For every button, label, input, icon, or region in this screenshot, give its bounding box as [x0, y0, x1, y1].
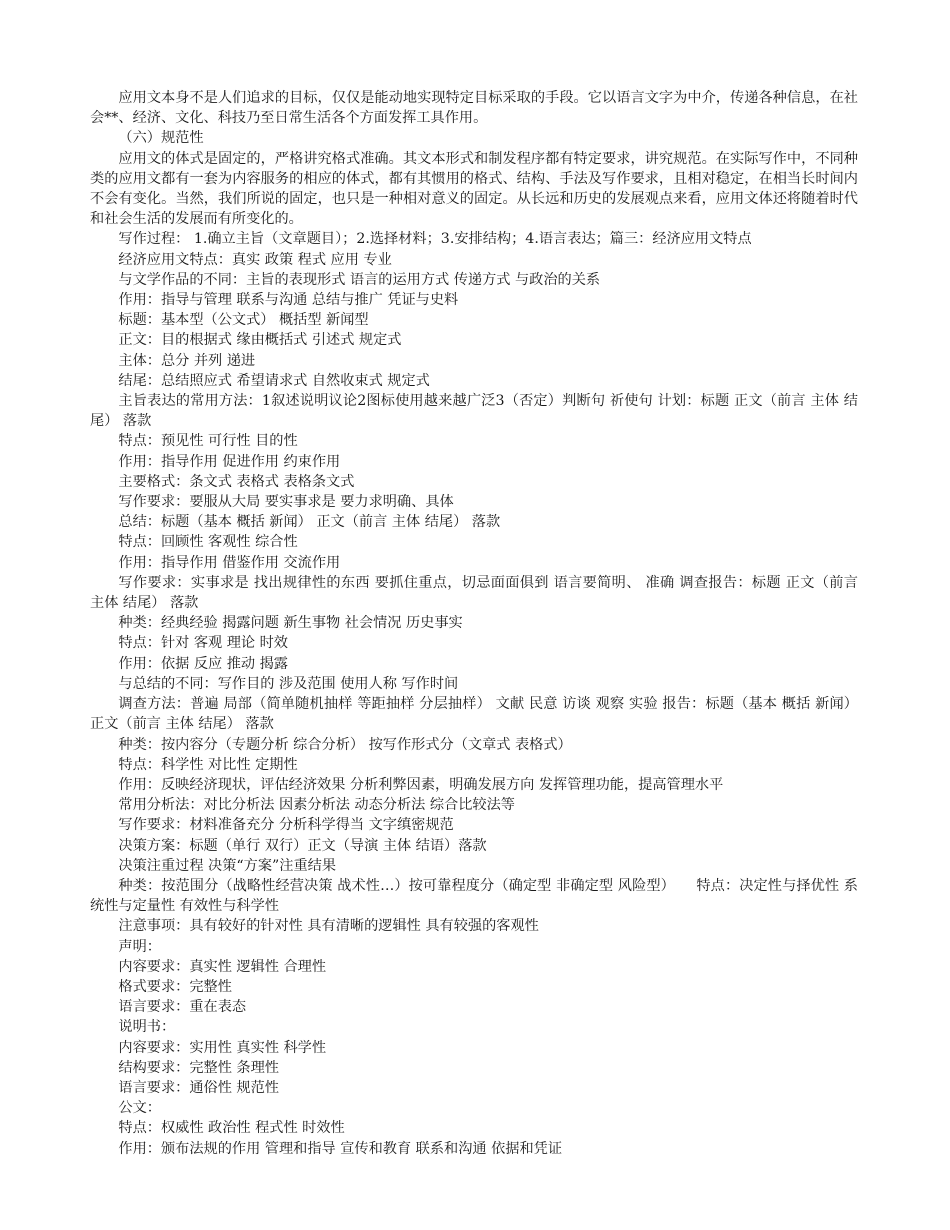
- list-item: 总结：标题（基本 概括 新闻） 正文（前言 主体 结尾） 落款: [118, 514, 501, 531]
- list-item: 特点：科学性 对比性 定期性: [118, 756, 298, 773]
- list-item: 与总结的不同：写作目的 涉及范围 使用人称 写作时间: [118, 675, 459, 692]
- list-item: 写作要求：要服从大局 要实事求是 要力求明确、具体: [118, 494, 454, 511]
- paragraph: 应用文的体式是固定的，严格讲究格式准确。其文本形式和制发程序都有特定要求，讲究规范。在实际写作中，不同种类的应用文都有一套为内容服务的相应的体式，都有其惯用的格式、结构、手法及写作要求，且相对稳定，在相当长时间内不会有变化。当然，我们所说的固定，也只是一种相对意义的固定。从长远和历史的发展观点来看，应用文体还将随着时代和社会生活的发展而有所变化的。: [90, 150, 858, 228]
- list-item: 调查方法：普遍 局部（简单随机抽样 等距抽样 分层抽样） 文献 民意 访谈 观察 实验 报告：标题（基本 概括 新闻） 正文（前言 主体 结尾） 落款: [90, 696, 858, 733]
- list-item: 种类：经典经验 揭露问题 新生事物 社会情况 历史事实: [118, 615, 463, 632]
- list-item: 与文学作品的不同：主旨的表现形式 语言的运用方式 传递方式 与政治的关系: [118, 271, 601, 288]
- list-item: 常用分析法：对比分析法 因素分析法 动态分析法 综合比较法等: [118, 797, 515, 814]
- list-item: 正文：目的根据式 缘由概括式 引述式 规定式: [118, 332, 402, 349]
- list-item: 说明书：: [118, 1019, 176, 1036]
- list-item: 作用：依据 反应 推动 揭露: [118, 655, 288, 672]
- list-item: 种类：按内容分（专题分析 综合分析） 按写作形式分（文章式 表格式）: [118, 736, 572, 753]
- list-item: 特点：权威性 政治性 程式性 时效性: [118, 1120, 345, 1137]
- list-item: 特点：针对 客观 理论 时效: [118, 635, 288, 652]
- list-item: 公文：: [118, 1100, 161, 1117]
- list-item: 作用：指导作用 借鉴作用 交流作用: [118, 554, 341, 571]
- list-item: 作用：指导与管理 联系与沟通 总结与推广 凭证与史料: [118, 292, 459, 309]
- list-item: 决策注重过程 决策“方案”注重结果: [118, 857, 337, 874]
- document-body: [90, 88, 858, 1159]
- list-item: 内容要求：真实性 逻辑性 合理性: [118, 958, 327, 975]
- list-item: 特点：回顾性 客观性 综合性: [118, 534, 298, 551]
- list-item: 结构要求：完整性 条理性: [118, 1059, 279, 1076]
- list-item: 主体：总分 并列 递进: [118, 352, 256, 369]
- list-item: 写作要求：实事求是 找出规律性的东西 要抓住重点，切忌面面俱到 语言要简明、 准确 调查报告：标题 正文（前言 主体 结尾） 落款: [90, 574, 858, 612]
- list-item: 写作要求：材料准备充分 分析科学得当 文字缜密规范: [118, 817, 454, 834]
- list-item: 标题：基本型（公文式） 概括型 新闻型: [118, 312, 369, 329]
- list-item: 作用：指导作用 促进作用 约束作用: [118, 453, 341, 470]
- list-item: 注意事项：具有较好的针对性 具有清晰的逻辑性 具有较强的客观性: [118, 918, 539, 935]
- section-heading: （六）规范性: [118, 130, 204, 147]
- list-item: 结尾：总结照应式 希望请求式 自然收束式 规定式: [118, 372, 430, 389]
- list-item: 作用：颁布法规的作用 管理和指导 宣传和教育 联系和沟通 依据和凭证: [118, 1140, 563, 1157]
- list-item: 写作过程： 1.确立主旨（文章题目）；2.选择材料；3.安排结构；4.语言表达；篇三：经济应用文特点: [118, 231, 752, 248]
- list-item: 主要格式：条文式 表格式 表格条文式: [118, 473, 355, 490]
- list-item: 声明：: [118, 938, 161, 955]
- list-item: 主旨表达的常用方法：1叙述说明议论2图标使用越来越广泛3（否定）判断句 祈使句 计划：标题 正文（前言 主体 结尾） 落款: [90, 393, 858, 430]
- list-item: 内容要求：实用性 真实性 科学性: [118, 1039, 327, 1056]
- list-item: 作用：反映经济现状，评估经济效果 分析利弊因素，明确发展方向 发挥管理功能，提高管理水平: [118, 776, 724, 793]
- list-item: 语言要求：重在表态: [118, 999, 247, 1016]
- list-item: 语言要求：通俗性 规范性: [118, 1079, 279, 1096]
- list-item: 格式要求：完整性: [118, 978, 232, 995]
- list-item: 经济应用文特点：真实 政策 程式 应用 专业: [118, 251, 392, 268]
- list-item: 特点：预见性 可行性 目的性: [118, 433, 298, 450]
- list-item: 决策方案：标题（单行 双行）正文（导演 主体 结语）落款: [118, 837, 487, 854]
- list-item: 种类：按范围分（战略性经营决策 战术性…）按可靠程度分（确定型 非确定型 风险型） 特点：决定性与择优性 系统性与定量性 有效性与科学性: [90, 877, 858, 915]
- paragraph: 应用文本身不是人们追求的目标，仅仅是能动地实现特定目标采取的手段。它以语言文字为中介，传递各种信息，在社会**、经济、文化、科技乃至日常生活各个方面发挥工具作用。: [90, 90, 858, 127]
